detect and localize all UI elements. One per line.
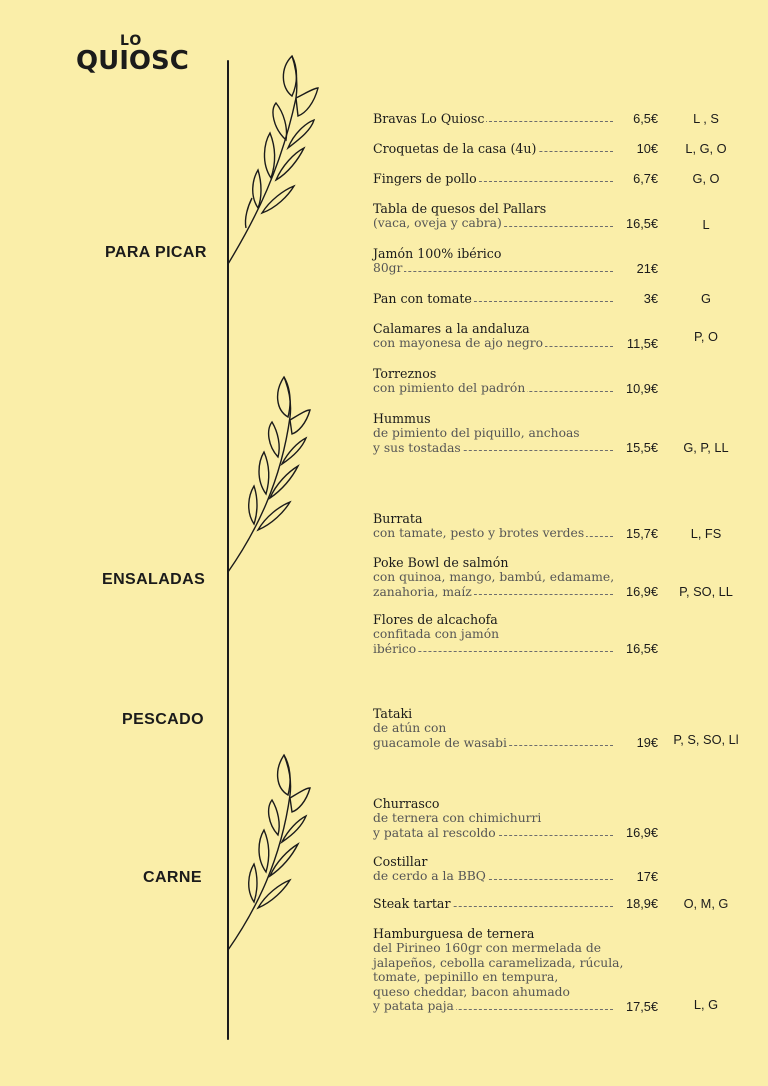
section-ensaladas: ENSALADAS (102, 571, 206, 588)
menu-item (373, 411, 763, 455)
menu-item (373, 796, 763, 840)
menu-item-title: Pan con tomate (373, 291, 613, 306)
menu-item-description: y sus tostadas (373, 441, 613, 456)
branch-icon (226, 750, 321, 955)
menu-item-description: queso cheddar, bacon ahumado (373, 984, 570, 999)
menu-item-allergens: P, S, SO, Ll (673, 732, 739, 747)
menu-item-title: Tataki (373, 706, 413, 721)
menu-item-price: 6,7€ (633, 171, 658, 186)
menu-item-title: Tabla de quesos del Pallars (373, 201, 547, 216)
menu-item (373, 141, 763, 156)
section-pescado: PESCADO (122, 711, 204, 728)
menu-item (373, 171, 763, 186)
menu-item-description: ibérico (373, 642, 613, 657)
menu-item-title: Jamón 100% ibérico (373, 246, 502, 261)
menu-item-description: con tamate, pesto y brotes verdes (373, 526, 613, 541)
menu-item-description: jalapeños, cebolla caramelizada, rúcula, (373, 955, 624, 970)
menu-item-allergens: G, O (692, 171, 720, 186)
menu-item-allergens: P, O (694, 329, 718, 344)
menu-item (373, 896, 763, 911)
menu-item-description: con pimiento del padrón (373, 381, 613, 396)
menu-item-description: del Pirineo 160gr con mermelada de (373, 941, 602, 955)
menu-item-allergens: L, FS (690, 525, 722, 541)
menu-item-title: Flores de alcachofa (373, 612, 498, 627)
menu-item (373, 555, 763, 599)
menu-item-allergens: O, M, G (683, 896, 729, 911)
logo-name: QUIOSC (76, 46, 189, 76)
menu-item-allergens: G (701, 291, 711, 306)
menu-item-title: Poke Bowl de salmón (373, 555, 509, 570)
menu-item-title: Croquetas de la casa (4u) (373, 141, 613, 156)
menu-item (373, 926, 763, 1014)
menu-item (373, 612, 763, 656)
dotted-leader (373, 271, 613, 272)
menu-item-price: 16,9€ (625, 584, 658, 599)
menu-item-title: Hamburguesa de ternera (373, 926, 535, 941)
menu-item-description: con quinoa, mango, bambú, edamame, (373, 570, 615, 584)
menu-item-price: 6,5€ (633, 111, 658, 126)
section-carne: CARNE (143, 869, 202, 886)
menu-item-price: 3€ (643, 291, 658, 306)
menu-item (373, 511, 763, 541)
menu-item-description: 80gr (373, 261, 613, 276)
menu-item (373, 246, 763, 276)
menu-item-price: 17€ (636, 868, 658, 884)
logo (76, 34, 196, 74)
menu-item-description: y patata al rescoldo (373, 826, 613, 841)
branch-icon (226, 48, 321, 268)
menu-item-description: tomate, pepinillo en tempura, (373, 970, 559, 984)
menu-item-allergens: G, P, LL (683, 440, 729, 455)
menu-item-description: confitada con jamón (373, 627, 500, 641)
menu-item-allergens: L (702, 216, 710, 232)
menu-item-allergens: L , S (693, 111, 719, 126)
section-para-picar: PARA PICAR (105, 244, 207, 261)
menu-item-allergens: L, G (693, 996, 719, 1012)
menu-item-description: con mayonesa de ajo negro (373, 336, 613, 351)
menu-item-price: 19€ (636, 735, 658, 750)
menu-item-description: de pimiento del piquillo, anchoas (373, 426, 580, 440)
menu-item (373, 706, 763, 750)
menu-item (373, 366, 763, 396)
menu-item (373, 111, 763, 126)
menu-item-price: 21€ (636, 260, 658, 276)
logo-top: LO (120, 33, 143, 49)
menu-item-price: 18,9€ (625, 896, 658, 911)
menu-item-price: 10€ (636, 141, 658, 156)
menu-item-title: Steak tartar (373, 896, 613, 911)
menu-item (373, 854, 763, 884)
menu-item-description: (vaca, oveja y cabra) (373, 216, 613, 231)
menu-item (373, 201, 763, 231)
menu-item-description: y patata paja (373, 999, 613, 1014)
menu-item-title: Fingers de pollo (373, 171, 613, 186)
menu-item-price: 15,5€ (625, 440, 658, 455)
menu-item-description: zanahoria, maíz (373, 585, 613, 600)
menu-item-title: Costillar (373, 854, 428, 869)
menu-item-price: 15,7€ (625, 525, 658, 541)
menu-item-title: Burrata (373, 511, 423, 526)
menu-item-description: guacamole de wasabi (373, 736, 613, 751)
menu-item-description: de atún con (373, 721, 447, 735)
menu-item-price: 17,5€ (625, 998, 658, 1014)
menu-item-title: Calamares a la andaluza (373, 321, 530, 336)
menu-item-price: 16,5€ (625, 641, 658, 656)
menu-item-title: Churrasco (373, 796, 440, 811)
menu-item (373, 321, 763, 351)
branch-icon (226, 372, 321, 577)
menu-item-description: de cerdo a la BBQ (373, 869, 613, 884)
menu-item-price: 16,5€ (625, 215, 658, 231)
menu-item-price: 11,5€ (626, 335, 658, 351)
menu-item-allergens: L, G, O (685, 141, 727, 156)
menu-item-price: 10,9€ (625, 380, 658, 396)
menu-item-price: 16,9€ (625, 825, 658, 840)
menu-item-description: de ternera con chimichurri (373, 811, 542, 825)
menu-item-title: Bravas Lo Quiosc (373, 111, 613, 126)
menu-item-title: Torreznos (373, 366, 437, 381)
menu-item-title: Hummus (373, 411, 431, 426)
menu-item-allergens: P, SO, LL (679, 584, 733, 599)
menu-item (373, 291, 763, 306)
